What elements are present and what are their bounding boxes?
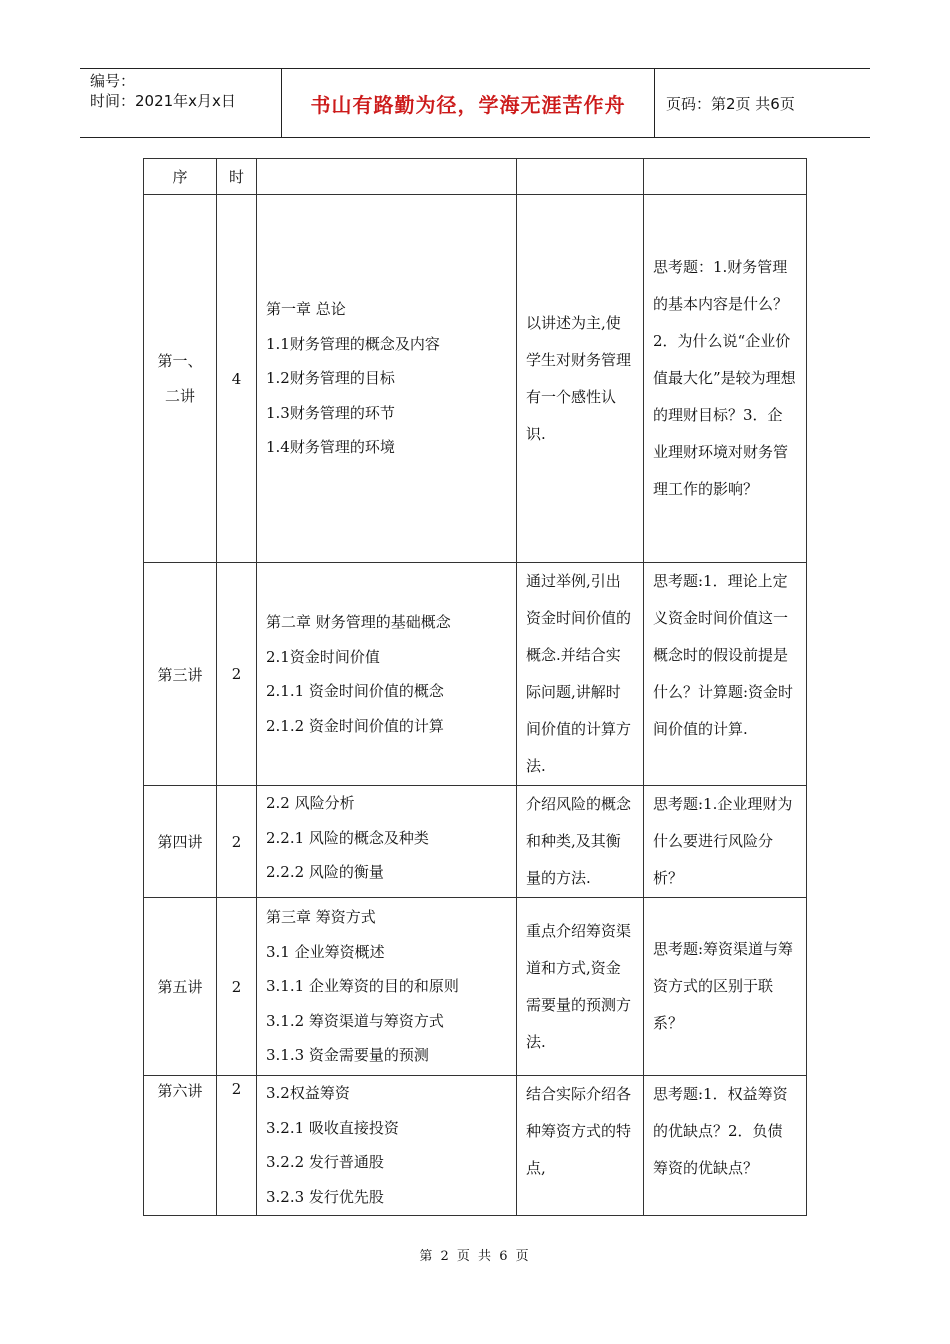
content-line: 3.1.2 筹资渠道与筹资方式 (266, 1011, 444, 1030)
table-header-row (144, 159, 807, 195)
content-line: 3.1.3 资金需要量的预测 (266, 1046, 429, 1065)
content-line: 2.1.2 资金时间价值的计算 (266, 716, 444, 735)
header-cell-method (517, 159, 644, 195)
table-row (144, 195, 807, 563)
table-row (144, 563, 807, 786)
assignment-cell: 思考题:1．理论上定义资金时间价值这一概念时的假设前提是什么？计算题:资金时间价值的计算. (644, 563, 807, 786)
page-footer: 第 2 页 共 6 页 (419, 1249, 531, 1264)
lecture-cell: 第三讲 (144, 563, 217, 786)
header-cell-hours: 时 (217, 159, 257, 195)
header-motto: 书山有路勤为径，学海无涯苦作舟 (282, 69, 655, 137)
content-cell (257, 195, 517, 563)
table-row (144, 898, 807, 1076)
method-cell: 重点介绍筹资渠道和方式,资金需要量的预测方法. (517, 898, 644, 1076)
content-line: 1.2财务管理的目标 (266, 369, 395, 388)
assignment-cell: 思考题：1.财务管理的基本内容是什么？2．为什么说“企业价值最大化”是较为理想的理财目标？3．企业理财环境对财务管理工作的影响？ (644, 195, 807, 563)
method-cell: 以讲述为主,使学生对财务管理有一个感性认识. (517, 195, 644, 563)
doc-time-label: 时间：2021年x月x日 (90, 92, 236, 110)
content-line: 2.2.2 风险的衡量 (266, 863, 384, 881)
table-row (144, 786, 807, 898)
content-line: 3.1 企业筹资概述 (266, 942, 385, 961)
content-line: 2.2 风险分析 (266, 794, 355, 812)
assignment-cell: 思考题:1.企业理财为什么要进行风险分析？ (644, 786, 807, 898)
content-line: 3.1.1 企业筹资的目的和原则 (266, 977, 459, 996)
lecture-cell: 第五讲 (144, 898, 217, 1076)
content-cell (257, 563, 517, 786)
lecture-cell: 第六讲 (144, 1076, 217, 1216)
content-cell (257, 898, 517, 1076)
method-cell: 介绍风险的概念和种类,及其衡量的方法. (517, 786, 644, 898)
content-line: 2.1.1 资金时间价值的概念 (266, 682, 444, 700)
lecture-cell: 第一、二讲 (144, 195, 217, 563)
content-line: 3.2.3 发行优先股 (266, 1187, 384, 1206)
header-meta (80, 69, 282, 137)
hours-cell: 4 (217, 195, 257, 563)
assignment-cell: 思考题:筹资渠道与筹资方式的区别于联系？ (644, 898, 807, 1076)
hours-cell: 2 (217, 1076, 257, 1216)
content-cell (257, 1076, 517, 1216)
hours-cell: 2 (217, 898, 257, 1076)
content-line: 3.2权益筹资 (266, 1084, 350, 1102)
header-cell-seq: 序 (144, 159, 217, 195)
header-cell-assignment (644, 159, 807, 195)
method-cell: 通过举例,引出资金时间价值的概念.并结合实际问题,讲解时间价值的计算方法. (517, 563, 644, 786)
table-row (144, 1076, 807, 1216)
method-cell: 结合实际介绍各种筹资方式的特点, (517, 1076, 644, 1216)
syllabus-table (143, 158, 807, 1216)
content-line: 1.1财务管理的概念及内容 (266, 334, 440, 353)
content-line: 3.2.2 发行普通股 (266, 1153, 384, 1171)
content-line: 1.4财务管理的环境 (266, 438, 395, 457)
content-cell (257, 786, 517, 898)
content-line: 3.2.1 吸收直接投资 (266, 1118, 399, 1137)
lecture-cell: 第四讲 (144, 786, 217, 898)
content-line: 第三章 筹资方式 (266, 908, 376, 927)
page-header (80, 68, 870, 138)
header-cell-content (257, 159, 517, 195)
assignment-cell: 思考题:1．权益筹资的优缺点？2．负债筹资的优缺点？ (644, 1076, 807, 1216)
content-line: 第一章 总论 (266, 300, 346, 319)
content-line: 2.2.1 风险的概念及种类 (266, 828, 429, 847)
content-line: 第二章 财务管理的基础概念 (266, 613, 451, 631)
header-page-label: 页码：第2页 共6页 (666, 94, 795, 113)
doc-number-label: 编号： (90, 72, 136, 90)
content-line: 1.3财务管理的环节 (266, 403, 395, 422)
hours-cell: 2 (217, 563, 257, 786)
hours-cell: 2 (217, 786, 257, 898)
content-line: 2.1资金时间价值 (266, 647, 380, 666)
